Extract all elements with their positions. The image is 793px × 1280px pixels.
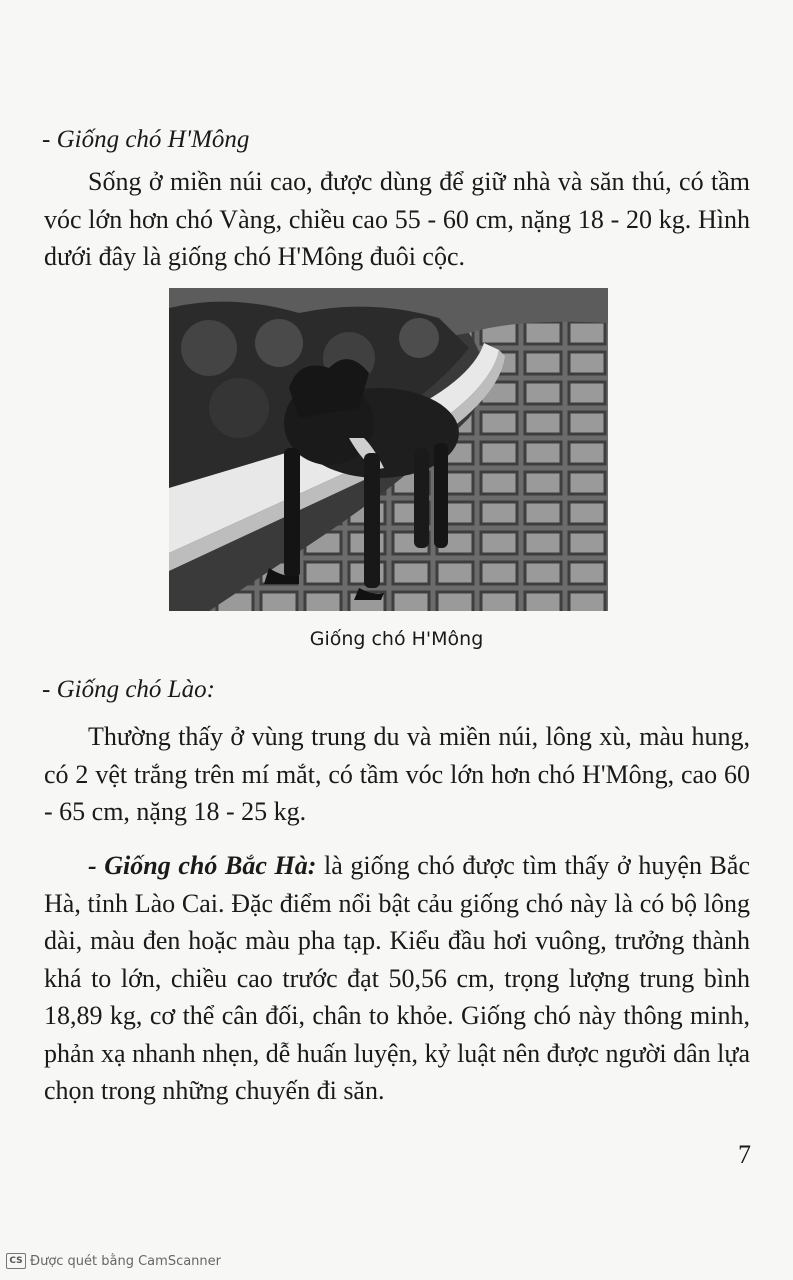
- paragraph-lao: Thường thấy ở vùng trung du và miền núi, lông xù, màu hung, có 2 vệt trắng trên mí mắt, có tầm vóc lớn hơn chó H'Mông, cao 60 - 65 cm, nặng 18 - 25 kg.: [44, 722, 750, 826]
- watermark-text: Được quét bằng CamScanner: [30, 1253, 222, 1269]
- paragraph-bacha: [44, 847, 750, 1110]
- section-heading-hmong: - Giống chó H'Mông: [42, 126, 250, 153]
- dog-photo: [169, 288, 608, 611]
- photo-caption: Giống chó H'Mông: [309, 628, 484, 650]
- camscanner-logo-icon: CS: [6, 1253, 26, 1269]
- camscanner-watermark: [6, 1253, 221, 1269]
- lead-bacha: - Giống chó Bắc Hà:: [88, 851, 317, 880]
- page-number: 7: [738, 1140, 751, 1169]
- body-bacha: là giống chó được tìm thấy ở huyện Bắc Hà, tỉnh Lào Cai. Đặc điểm nổi bật cảu giống chó này là có bộ lông dài, màu đen hoặc màu pha tạp. Kiểu đầu hơi vuông, trưởng thành khá to lớn, chiều cao trước đạt 50,56 cm, trọng lượng trung bình 18,89 kg, cơ thể cân đối, chân to khỏe. Giống chó này thông minh, phản xạ nhanh nhẹn, dễ huấn luyện, kỷ luật nên được người dân lựa chọn trong những chuyến đi săn.: [44, 851, 750, 1105]
- paragraph-hmong: Sống ở miền núi cao, được dùng để giữ nhà và săn thú, có tầm vóc lớn hơn chó Vàng, chiều cao 55 - 60 cm, nặng 18 - 20 kg. Hình dưới đây là giống chó H'Mông đuôi cộc.: [44, 167, 750, 271]
- section-heading-lao: - Giống chó Lào:: [42, 676, 215, 703]
